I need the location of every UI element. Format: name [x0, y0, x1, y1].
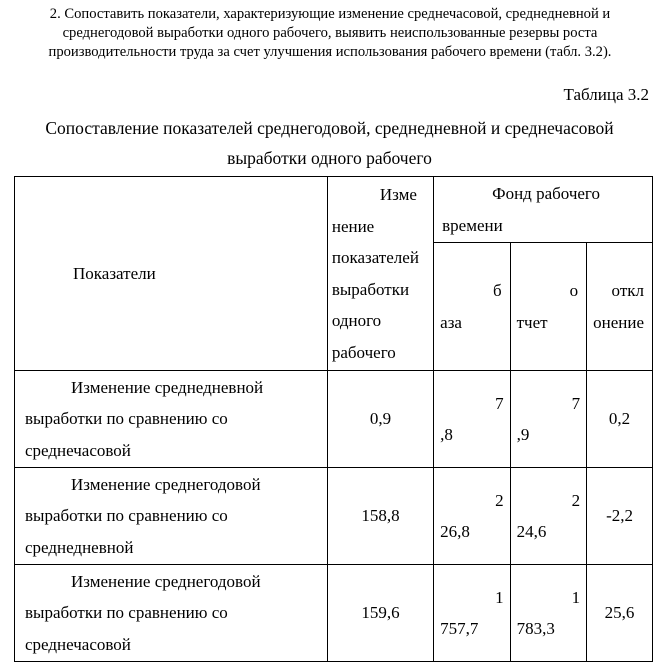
header-deviation — [587, 243, 653, 371]
header-change-line: Изме — [379, 185, 417, 204]
table-number: Таблица 3.2 — [563, 85, 649, 104]
row-label-line: выработки по сравнению со — [25, 506, 228, 526]
row-change: 158,8 — [327, 468, 433, 565]
header-base-top: б — [492, 281, 502, 300]
row-base-bottom: 757,7 — [440, 619, 479, 638]
table-row — [15, 468, 653, 565]
table-row — [15, 371, 653, 468]
header-fund — [434, 177, 653, 243]
row-label — [15, 565, 328, 662]
table-caption-line2: выработки одного рабочего — [227, 148, 432, 168]
row-base-top: 7 — [495, 393, 504, 413]
row-change: 159,6 — [327, 565, 433, 662]
intro-paragraph: 2. Сопоставить показатели, характеризующие изменение среднечасовой, среднедневной и среднегодовой выработки одного рабочего, выявить неиспользованные резервы роста производительности труда за счет улучшения использования рабочего времени (табл. 3.2). — [48, 6, 612, 60]
row-base — [434, 565, 510, 662]
row-deviation: -2,2 — [587, 468, 653, 565]
productivity-table — [14, 176, 653, 662]
header-indicators: Показатели — [15, 177, 328, 371]
row-label-line: Изменение среднегодовой — [71, 571, 261, 591]
row-report — [510, 468, 586, 565]
row-base — [434, 468, 510, 565]
row-report — [510, 371, 586, 468]
header-fund-line1: Фонд рабочего — [492, 184, 600, 203]
row-report-top: 7 — [571, 393, 581, 413]
row-label-line: среднечасовой — [25, 634, 131, 654]
row-report-bottom: 783,3 — [516, 619, 555, 638]
row-report-top: 2 — [571, 490, 581, 510]
row-deviation: 25,6 — [587, 565, 653, 662]
row-base — [434, 371, 510, 468]
header-change-line: одного — [331, 311, 382, 330]
header-fund-line2: времени — [442, 215, 503, 235]
table-caption-line1: Сопоставление показателей среднегодовой, среднедневной и среднечасовой — [45, 118, 614, 138]
header-report-top: о — [569, 281, 579, 300]
header-change — [327, 177, 433, 371]
row-base-bottom: ,8 — [440, 425, 453, 444]
row-label — [15, 468, 328, 565]
row-change: 0,9 — [327, 371, 433, 468]
header-base — [434, 243, 510, 371]
row-label — [15, 371, 328, 468]
table-row — [15, 565, 653, 662]
header-change-line: рабочего — [331, 342, 396, 362]
row-report — [510, 565, 586, 662]
row-report-top: 1 — [571, 587, 581, 607]
header-change-line: показателей — [331, 248, 419, 267]
header-base-bottom: аза — [440, 312, 462, 332]
header-report-bottom: тчет — [516, 312, 548, 332]
row-label-line: Изменение среднегодовой — [71, 474, 261, 494]
row-label-line: среднедневной — [25, 537, 134, 557]
row-report-bottom: ,9 — [516, 425, 530, 444]
row-label-line: среднечасовой — [25, 440, 131, 460]
row-report-bottom: 24,6 — [516, 522, 547, 541]
header-deviation-top: откл — [611, 281, 644, 300]
row-base-top: 1 — [495, 587, 504, 607]
row-label-line: выработки по сравнению со — [25, 409, 228, 429]
header-report — [510, 243, 586, 371]
header-change-line: нение — [331, 216, 375, 236]
row-base-bottom: 26,8 — [440, 522, 470, 541]
row-label-line: Изменение среднедневной — [71, 377, 264, 397]
row-label-line: выработки по сравнению со — [25, 603, 228, 623]
row-deviation: 0,2 — [587, 371, 653, 468]
header-deviation-bottom: онение — [593, 312, 644, 332]
header-change-line: выработки — [331, 279, 410, 299]
row-base-top: 2 — [495, 490, 504, 510]
